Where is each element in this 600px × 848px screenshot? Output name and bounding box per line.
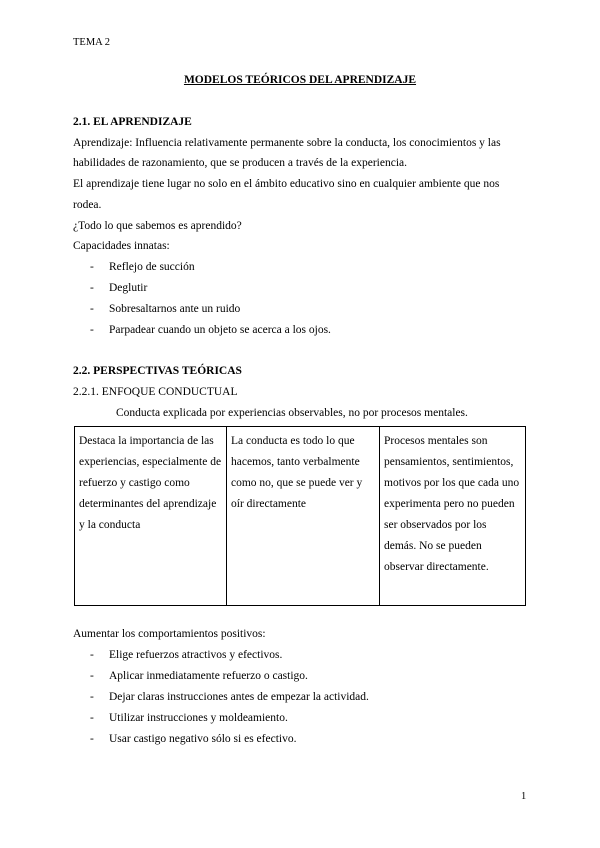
list-item: [90, 282, 147, 294]
list-item-text: Sobresaltarnos ante un ruido: [109, 303, 241, 315]
bullet-marker: -: [90, 712, 94, 724]
list-item-text: Reflejo de succión: [109, 261, 195, 273]
page-number: 1: [521, 791, 527, 802]
table-intro: Conducta explicada por experiencias observables, no por procesos mentales.: [116, 407, 468, 419]
table-cell: La conducta es todo lo que hacemos, tanto verbalmente como no, que se puede ver y oír directamente: [226, 427, 379, 605]
section-heading-aprendizaje: 2.1. EL APRENDIZAJE: [73, 116, 192, 128]
paragraph-line: El aprendizaje tiene lugar no solo en el ámbito educativo sino en cualquier ambiente que nos: [73, 178, 500, 190]
list-item: [90, 649, 282, 661]
bullet-marker: -: [90, 303, 94, 315]
paragraph-line: rodea.: [73, 199, 102, 211]
list-item-text: Aplicar inmediatamente refuerzo o castigo.: [109, 670, 308, 682]
page-header: TEMA 2: [73, 37, 111, 48]
document-title: MODELOS TEÓRICOS DEL APRENDIZAJE: [183, 74, 417, 86]
bullet-marker: -: [90, 733, 94, 745]
list-item-text: Deglutir: [109, 282, 148, 294]
list-item: [90, 303, 240, 315]
list-item-text: Dejar claras instrucciones antes de empezar la actividad.: [109, 691, 369, 703]
bullet-marker: -: [90, 670, 94, 682]
list-item-text: Usar castigo negativo sólo si es efectivo.: [109, 733, 297, 745]
paragraph-line: Capacidades innatas:: [73, 240, 170, 252]
paragraph-line: Aprendizaje: Influencia relativamente permanente sobre la conducta, los conocimientos y las: [73, 137, 501, 149]
table-cell: Procesos mentales son pensamientos, sentimientos, motivos por los que cada uno experimenta pero no pueden ser observados por los demás. No se pueden observar directamente.: [379, 427, 525, 605]
list-item: [90, 261, 195, 273]
bullet-marker: -: [90, 282, 94, 294]
list-item: [90, 670, 308, 682]
list-item: [90, 733, 296, 745]
bullet-marker: -: [90, 691, 94, 703]
list-item: [90, 691, 369, 703]
list-item-text: Parpadear cuando un objeto se acerca a los ojos.: [109, 324, 331, 336]
paragraph-line: ¿Todo lo que sabemos es aprendido?: [73, 220, 242, 232]
list-heading: Aumentar los comportamientos positivos:: [73, 628, 266, 640]
bullet-marker: -: [90, 261, 94, 273]
subsection-heading: 2.2.1. ENFOQUE CONDUCTUAL: [73, 386, 238, 398]
paragraph-line: habilidades de razonamiento, que se producen a través de la experiencia.: [73, 157, 407, 169]
list-item: [90, 324, 331, 336]
bullet-marker: -: [90, 649, 94, 661]
list-item: [90, 712, 288, 724]
list-item-text: Utilizar instrucciones y moldeamiento.: [109, 712, 288, 724]
section-heading-perspectivas: 2.2. PERSPECTIVAS TEÓRICAS: [73, 365, 242, 377]
list-item-text: Elige refuerzos atractivos y efectivos.: [109, 649, 283, 661]
conductual-table: [74, 426, 526, 606]
bullet-marker: -: [90, 324, 94, 336]
table-cell: Destaca la importancia de las experiencias, especialmente de refuerzo y castigo como determinantes del aprendizaje y la conducta: [79, 435, 222, 531]
